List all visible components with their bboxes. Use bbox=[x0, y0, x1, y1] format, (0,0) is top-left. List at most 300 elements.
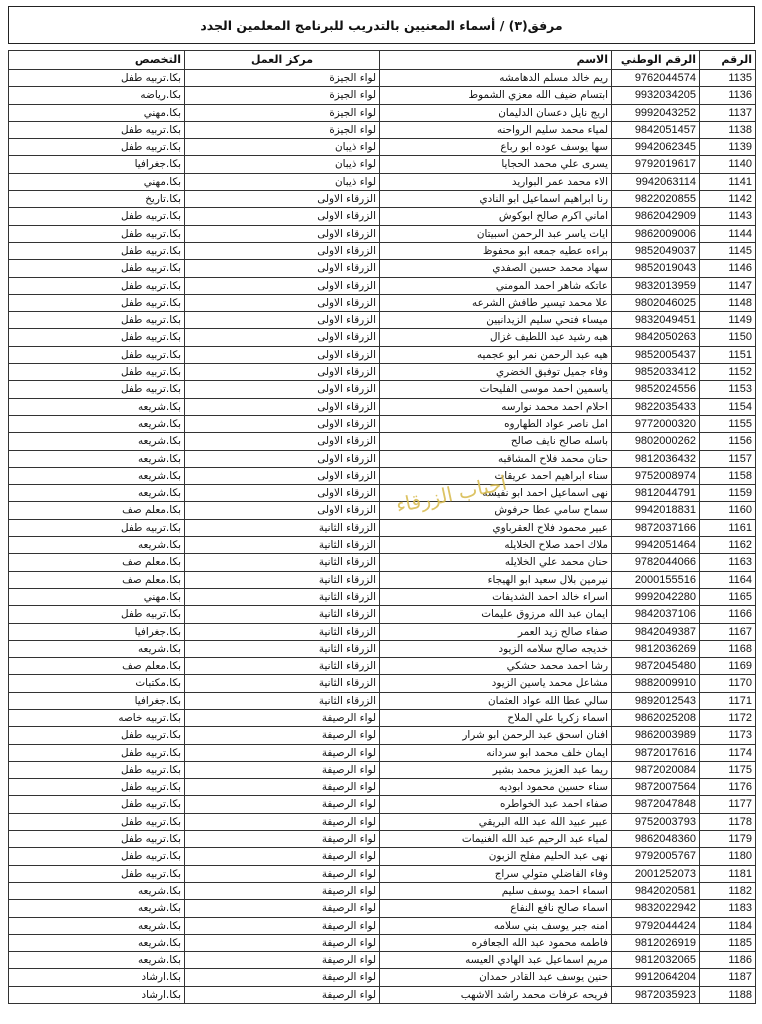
cell-name: احلام احمد محمد نوارسه bbox=[380, 398, 612, 415]
cell-name: عبير محمود فلاح العقرباوي bbox=[380, 519, 612, 536]
cell-work-center: الزرقاء الثانية bbox=[185, 537, 380, 554]
cell-national-id: 9892012543 bbox=[612, 692, 700, 709]
document-sheet bbox=[8, 6, 755, 1004]
cell-name: سالي عطا الله عواد العثمان bbox=[380, 692, 612, 709]
cell-work-center: لواء الرصيفة bbox=[185, 761, 380, 778]
cell-seq: 1175 bbox=[700, 761, 756, 778]
cell-seq: 1159 bbox=[700, 485, 756, 502]
table-row bbox=[9, 796, 756, 813]
cell-national-id: 9862048360 bbox=[612, 831, 700, 848]
cell-seq: 1165 bbox=[700, 588, 756, 605]
cell-seq: 1147 bbox=[700, 277, 756, 294]
cell-specialty: بكا.تربيه طفل bbox=[9, 329, 185, 346]
cell-work-center: الزرقاء الاولى bbox=[185, 433, 380, 450]
cell-name: سها يوسف عوده ابو رباع bbox=[380, 139, 612, 156]
cell-national-id: 9832049451 bbox=[612, 312, 700, 329]
cell-work-center: لواء ذيبان bbox=[185, 173, 380, 190]
cell-work-center: لواء الرصيفة bbox=[185, 848, 380, 865]
table-row bbox=[9, 173, 756, 190]
cell-seq: 1155 bbox=[700, 415, 756, 432]
table-row bbox=[9, 831, 756, 848]
cell-seq: 1153 bbox=[700, 381, 756, 398]
cell-name: اسماء احمد يوسف سليم bbox=[380, 882, 612, 899]
header-seq: الرقم bbox=[700, 51, 756, 70]
cell-name: نيرمين بلال سعيد ابو الهيجاء bbox=[380, 571, 612, 588]
cell-specialty: بكا.تربيه طفل bbox=[9, 364, 185, 381]
cell-work-center: لواء الرصيفة bbox=[185, 744, 380, 761]
cell-name: اريج نايل دعسان الدليمان bbox=[380, 104, 612, 121]
cell-name: عبير عبيد الله عبد الله البريقي bbox=[380, 813, 612, 830]
table-row bbox=[9, 415, 756, 432]
cell-work-center: الزرقاء الثانية bbox=[185, 606, 380, 623]
cell-specialty: بكا.معلم صف bbox=[9, 502, 185, 519]
cell-seq: 1181 bbox=[700, 865, 756, 882]
cell-work-center: الزرقاء الثانية bbox=[185, 554, 380, 571]
cell-seq: 1164 bbox=[700, 571, 756, 588]
table-row bbox=[9, 312, 756, 329]
cell-name: براءه عطيه جمعه ابو محفوظ bbox=[380, 242, 612, 259]
cell-name: هيه عبد الرحمن نمر ابو عجميه bbox=[380, 346, 612, 363]
cell-specialty: بكا.جغرافيا bbox=[9, 156, 185, 173]
cell-work-center: لواء الرصيفة bbox=[185, 727, 380, 744]
table-row bbox=[9, 467, 756, 484]
cell-seq: 1140 bbox=[700, 156, 756, 173]
cell-seq: 1146 bbox=[700, 260, 756, 277]
cell-national-id: 9812032065 bbox=[612, 952, 700, 969]
table-row bbox=[9, 277, 756, 294]
table-row bbox=[9, 191, 756, 208]
table-row bbox=[9, 606, 756, 623]
cell-national-id: 2001252073 bbox=[612, 865, 700, 882]
cell-seq: 1188 bbox=[700, 986, 756, 1003]
cell-seq: 1185 bbox=[700, 934, 756, 951]
cell-name: باسله صالح نايف صالح bbox=[380, 433, 612, 450]
cell-name: ايات ياسر عبد الرحمن اسبيتان bbox=[380, 225, 612, 242]
cell-name: نهى عبد الحليم مفلح الزبون bbox=[380, 848, 612, 865]
document-title: مرفق(٣) / أسماء المعنيين بالتدريب للبرنامج المعلمين الجدد bbox=[200, 17, 563, 33]
cell-specialty: بكا.تربيه طفل bbox=[9, 744, 185, 761]
cell-specialty: بكا.شريعه bbox=[9, 952, 185, 969]
cell-national-id: 9942063114 bbox=[612, 173, 700, 190]
cell-national-id: 9832022942 bbox=[612, 900, 700, 917]
cell-name: ايمان خلف محمد ابو سردانه bbox=[380, 744, 612, 761]
cell-national-id: 9872020084 bbox=[612, 761, 700, 778]
cell-name: لمياء عبد الرحيم عبد الله الغنيمات bbox=[380, 831, 612, 848]
cell-name: عاتكه شاهر احمد المومني bbox=[380, 277, 612, 294]
cell-name: سماح سامي عطا حرفوش bbox=[380, 502, 612, 519]
cell-work-center: الزرقاء الاولى bbox=[185, 312, 380, 329]
cell-specialty: بكا.تربيه طفل bbox=[9, 606, 185, 623]
table-row bbox=[9, 87, 756, 104]
cell-national-id: 9862003989 bbox=[612, 727, 700, 744]
cell-work-center: لواء الجيزة bbox=[185, 70, 380, 87]
cell-work-center: لواء الرصيفة bbox=[185, 796, 380, 813]
cell-specialty: بكا.شريعه bbox=[9, 415, 185, 432]
cell-seq: 1183 bbox=[700, 900, 756, 917]
cell-name: فريحه عرفات محمد راشد الاشهب bbox=[380, 986, 612, 1003]
cell-seq: 1177 bbox=[700, 796, 756, 813]
cell-national-id: 9822020855 bbox=[612, 191, 700, 208]
cell-national-id: 9822035433 bbox=[612, 398, 700, 415]
cell-specialty: بكا.شريعه bbox=[9, 485, 185, 502]
header-national-id: الرقم الوطني bbox=[612, 51, 700, 70]
cell-work-center: لواء الجيزة bbox=[185, 87, 380, 104]
cell-specialty: بكا.شريعه bbox=[9, 537, 185, 554]
cell-specialty: بكا.تربيه خاصه bbox=[9, 709, 185, 726]
cell-name: سهاد محمد حسين الصفدي bbox=[380, 260, 612, 277]
cell-work-center: لواء الرصيفة bbox=[185, 709, 380, 726]
cell-work-center: الزرقاء الثانية bbox=[185, 658, 380, 675]
table-row bbox=[9, 813, 756, 830]
cell-specialty: بكا.شريعه bbox=[9, 467, 185, 484]
cell-national-id: 9862042909 bbox=[612, 208, 700, 225]
cell-work-center: الزرقاء الاولى bbox=[185, 502, 380, 519]
cell-specialty: بكا.تربيه طفل bbox=[9, 260, 185, 277]
cell-work-center: الزرقاء الثانية bbox=[185, 571, 380, 588]
table-row bbox=[9, 485, 756, 502]
table-row bbox=[9, 242, 756, 259]
cell-national-id: 9872045480 bbox=[612, 658, 700, 675]
table-row bbox=[9, 294, 756, 311]
cell-national-id: 9872037166 bbox=[612, 519, 700, 536]
cell-specialty: بكا.مهني bbox=[9, 588, 185, 605]
table-row bbox=[9, 398, 756, 415]
cell-work-center: الزرقاء الثانية bbox=[185, 640, 380, 657]
cell-seq: 1137 bbox=[700, 104, 756, 121]
cell-seq: 1162 bbox=[700, 537, 756, 554]
cell-specialty: بكا.تربيه طفل bbox=[9, 796, 185, 813]
cell-name: صفاء صالح زيد العمر bbox=[380, 623, 612, 640]
cell-specialty: بكا.مهني bbox=[9, 104, 185, 121]
table-row bbox=[9, 640, 756, 657]
cell-seq: 1180 bbox=[700, 848, 756, 865]
cell-specialty: بكا.شريعه bbox=[9, 900, 185, 917]
cell-work-center: لواء الرصيفة bbox=[185, 900, 380, 917]
cell-seq: 1182 bbox=[700, 882, 756, 899]
cell-national-id: 9872047848 bbox=[612, 796, 700, 813]
table-row bbox=[9, 986, 756, 1003]
cell-specialty: بكا.شريعه bbox=[9, 640, 185, 657]
cell-name: يسرى علي محمد الحجايا bbox=[380, 156, 612, 173]
cell-national-id: 9842049387 bbox=[612, 623, 700, 640]
cell-name: نهى اسماعيل احمد ابو نفيسه bbox=[380, 485, 612, 502]
cell-name: الاء محمد عمر البواريد bbox=[380, 173, 612, 190]
cell-work-center: لواء ذيبان bbox=[185, 139, 380, 156]
cell-name: امنه جبر يوسف بني سلامه bbox=[380, 917, 612, 934]
cell-seq: 1160 bbox=[700, 502, 756, 519]
cell-seq: 1154 bbox=[700, 398, 756, 415]
cell-national-id: 9792019617 bbox=[612, 156, 700, 173]
cell-national-id: 9942062345 bbox=[612, 139, 700, 156]
cell-work-center: الزرقاء الاولى bbox=[185, 208, 380, 225]
table-row bbox=[9, 139, 756, 156]
cell-work-center: لواء الرصيفة bbox=[185, 934, 380, 951]
cell-specialty: بكا.شريعه bbox=[9, 450, 185, 467]
cell-specialty: بكا.رياضه bbox=[9, 87, 185, 104]
cell-specialty: بكا.شريعه bbox=[9, 882, 185, 899]
cell-specialty: بكا.معلم صف bbox=[9, 571, 185, 588]
cell-national-id: 9932034205 bbox=[612, 87, 700, 104]
cell-name: ميساء فتحي سليم الزيدانيين bbox=[380, 312, 612, 329]
cell-national-id: 9852024556 bbox=[612, 381, 700, 398]
table-row bbox=[9, 571, 756, 588]
cell-specialty: بكا.ارشاد bbox=[9, 969, 185, 986]
header-name: الاسم bbox=[380, 51, 612, 70]
cell-work-center: الزرقاء الاولى bbox=[185, 277, 380, 294]
cell-specialty: بكا.تربيه طفل bbox=[9, 139, 185, 156]
table-row bbox=[9, 156, 756, 173]
table-row bbox=[9, 433, 756, 450]
table-row bbox=[9, 969, 756, 986]
cell-national-id: 9842050263 bbox=[612, 329, 700, 346]
table-row bbox=[9, 329, 756, 346]
cell-name: حنين يوسف عبد القادر حمدان bbox=[380, 969, 612, 986]
cell-seq: 1178 bbox=[700, 813, 756, 830]
cell-specialty: بكا.تربيه طفل bbox=[9, 70, 185, 87]
cell-national-id: 9852019043 bbox=[612, 260, 700, 277]
cell-name: مشاعل محمد ياسين الزيود bbox=[380, 675, 612, 692]
cell-seq: 1167 bbox=[700, 623, 756, 640]
cell-work-center: الزرقاء الاولى bbox=[185, 450, 380, 467]
cell-national-id: 9992042280 bbox=[612, 588, 700, 605]
cell-work-center: الزرقاء الثانية bbox=[185, 588, 380, 605]
table-row bbox=[9, 225, 756, 242]
cell-work-center: الزرقاء الثانية bbox=[185, 519, 380, 536]
table-row bbox=[9, 727, 756, 744]
cell-work-center: الزرقاء الثانية bbox=[185, 692, 380, 709]
cell-specialty: بكا.ارشاد bbox=[9, 986, 185, 1003]
cell-seq: 1145 bbox=[700, 242, 756, 259]
cell-seq: 1139 bbox=[700, 139, 756, 156]
header-specialty: التخصص bbox=[9, 51, 185, 70]
cell-name: وفاء الفاضلي متولي سراج bbox=[380, 865, 612, 882]
cell-seq: 1136 bbox=[700, 87, 756, 104]
cell-name: ابتسام ضيف الله معزي الشموط bbox=[380, 87, 612, 104]
cell-name: افنان اسحق عبد الرحمن ابو شرار bbox=[380, 727, 612, 744]
cell-work-center: الزرقاء الاولى bbox=[185, 191, 380, 208]
cell-specialty: بكا.مكتبات bbox=[9, 675, 185, 692]
cell-seq: 1158 bbox=[700, 467, 756, 484]
cell-name: اسراء خالد احمد الشديفات bbox=[380, 588, 612, 605]
cell-work-center: الزرقاء الاولى bbox=[185, 329, 380, 346]
table-row bbox=[9, 364, 756, 381]
cell-work-center: لواء الرصيفة bbox=[185, 917, 380, 934]
cell-name: وفاء جميل توفيق الخضري bbox=[380, 364, 612, 381]
table-row bbox=[9, 934, 756, 951]
trainees-table bbox=[8, 50, 756, 1004]
cell-seq: 1173 bbox=[700, 727, 756, 744]
table-row bbox=[9, 623, 756, 640]
cell-specialty: بكا.جغرافيا bbox=[9, 692, 185, 709]
header-work-center: مركز العمل bbox=[185, 51, 380, 70]
table-row bbox=[9, 779, 756, 796]
cell-national-id: 9872035923 bbox=[612, 986, 700, 1003]
table-row bbox=[9, 658, 756, 675]
table-row bbox=[9, 848, 756, 865]
cell-specialty: بكا.معلم صف bbox=[9, 554, 185, 571]
cell-national-id: 9832013959 bbox=[612, 277, 700, 294]
cell-seq: 1171 bbox=[700, 692, 756, 709]
cell-national-id: 9942051464 bbox=[612, 537, 700, 554]
cell-work-center: لواء الرصيفة bbox=[185, 779, 380, 796]
table-row bbox=[9, 121, 756, 138]
cell-specialty: بكا.تربيه طفل bbox=[9, 294, 185, 311]
cell-specialty: بكا.شريعه bbox=[9, 433, 185, 450]
table-row bbox=[9, 675, 756, 692]
cell-national-id: 9992043252 bbox=[612, 104, 700, 121]
cell-seq: 1187 bbox=[700, 969, 756, 986]
cell-seq: 1149 bbox=[700, 312, 756, 329]
cell-national-id: 9852005437 bbox=[612, 346, 700, 363]
cell-specialty: بكا.جغرافيا bbox=[9, 623, 185, 640]
cell-work-center: لواء الرصيفة bbox=[185, 813, 380, 830]
cell-seq: 1186 bbox=[700, 952, 756, 969]
cell-specialty: بكا.شريعه bbox=[9, 917, 185, 934]
cell-specialty: بكا.تربيه طفل bbox=[9, 346, 185, 363]
cell-specialty: بكا.تربيه طفل bbox=[9, 242, 185, 259]
table-row bbox=[9, 502, 756, 519]
cell-national-id: 9752008974 bbox=[612, 467, 700, 484]
cell-name: رنا ابراهيم اسماعيل ابو النادي bbox=[380, 191, 612, 208]
cell-seq: 1156 bbox=[700, 433, 756, 450]
cell-name: ياسمين احمد موسى الفليحات bbox=[380, 381, 612, 398]
cell-work-center: لواء الجيزة bbox=[185, 104, 380, 121]
table-row bbox=[9, 70, 756, 87]
cell-specialty: بكا.تربيه طفل bbox=[9, 727, 185, 744]
cell-specialty: بكا.تربيه طفل bbox=[9, 381, 185, 398]
cell-name: ملاك احمد صلاح الخلايله bbox=[380, 537, 612, 554]
cell-name: ايمان عبد الله مرزوق عليمات bbox=[380, 606, 612, 623]
watermark-text: احباب الزرقاء bbox=[393, 470, 509, 518]
cell-national-id: 9882009910 bbox=[612, 675, 700, 692]
cell-national-id: 9762044574 bbox=[612, 70, 700, 87]
cell-specialty: بكا.تاريخ bbox=[9, 191, 185, 208]
cell-seq: 1174 bbox=[700, 744, 756, 761]
cell-national-id: 9802046025 bbox=[612, 294, 700, 311]
cell-national-id: 9782044066 bbox=[612, 554, 700, 571]
cell-national-id: 9792005767 bbox=[612, 848, 700, 865]
cell-seq: 1141 bbox=[700, 173, 756, 190]
cell-name: علا محمد تيسير طافش الشرعه bbox=[380, 294, 612, 311]
cell-seq: 1138 bbox=[700, 121, 756, 138]
cell-specialty: بكا.تربيه طفل bbox=[9, 519, 185, 536]
cell-name: اماني اكرم صالح ابوكوش bbox=[380, 208, 612, 225]
cell-specialty: بكا.تربيه طفل bbox=[9, 312, 185, 329]
cell-name: لمياء محمد سليم الرواحنه bbox=[380, 121, 612, 138]
table-body bbox=[9, 70, 756, 1004]
table-row bbox=[9, 346, 756, 363]
cell-seq: 1168 bbox=[700, 640, 756, 657]
cell-seq: 1148 bbox=[700, 294, 756, 311]
cell-specialty: بكا.تربيه طفل bbox=[9, 848, 185, 865]
cell-specialty: بكا.تربيه طفل bbox=[9, 831, 185, 848]
table-row bbox=[9, 761, 756, 778]
cell-seq: 1135 bbox=[700, 70, 756, 87]
cell-national-id: 9872017616 bbox=[612, 744, 700, 761]
cell-specialty: بكا.تربيه طفل bbox=[9, 779, 185, 796]
cell-seq: 1169 bbox=[700, 658, 756, 675]
cell-seq: 1170 bbox=[700, 675, 756, 692]
table-row bbox=[9, 104, 756, 121]
cell-name: اسماء صالح نافع النفاع bbox=[380, 900, 612, 917]
table-row bbox=[9, 865, 756, 882]
cell-work-center: الزرقاء الثانية bbox=[185, 623, 380, 640]
cell-work-center: لواء الرصيفة bbox=[185, 986, 380, 1003]
cell-name: حنان محمد علي الخلايله bbox=[380, 554, 612, 571]
cell-specialty: بكا.شريعه bbox=[9, 398, 185, 415]
cell-work-center: لواء الرصيفة bbox=[185, 865, 380, 882]
cell-work-center: لواء الرصيفة bbox=[185, 969, 380, 986]
cell-work-center: لواء الرصيفة bbox=[185, 831, 380, 848]
cell-name: حنان محمد فلاح المشاقبه bbox=[380, 450, 612, 467]
cell-name: صفاء احمد عبد الخواطره bbox=[380, 796, 612, 813]
cell-seq: 1172 bbox=[700, 709, 756, 726]
cell-work-center: الزرقاء الاولى bbox=[185, 485, 380, 502]
table-row bbox=[9, 900, 756, 917]
cell-work-center: الزرقاء الثانية bbox=[185, 675, 380, 692]
cell-name: هبه رشيد عبد اللطيف غزال bbox=[380, 329, 612, 346]
cell-specialty: بكا.شريعه bbox=[9, 934, 185, 951]
cell-name: خديجه صالح سلامه الزيود bbox=[380, 640, 612, 657]
cell-work-center: الزرقاء الاولى bbox=[185, 346, 380, 363]
cell-name: رشا احمد محمد حشكي bbox=[380, 658, 612, 675]
cell-seq: 1150 bbox=[700, 329, 756, 346]
cell-national-id: 9912064204 bbox=[612, 969, 700, 986]
cell-specialty: بكا.تربيه طفل bbox=[9, 865, 185, 882]
cell-work-center: الزرقاء الاولى bbox=[185, 364, 380, 381]
cell-name: امل ناصر عواد الطهاروه bbox=[380, 415, 612, 432]
cell-specialty: بكا.تربيه طفل bbox=[9, 761, 185, 778]
cell-seq: 1144 bbox=[700, 225, 756, 242]
cell-national-id: 9792044424 bbox=[612, 917, 700, 934]
cell-work-center: الزرقاء الاولى bbox=[185, 294, 380, 311]
table-row bbox=[9, 260, 756, 277]
cell-specialty: بكا.تربيه طفل bbox=[9, 813, 185, 830]
cell-national-id: 9812026919 bbox=[612, 934, 700, 951]
cell-name: ريم خالد مسلم الدهامشه bbox=[380, 70, 612, 87]
table-row bbox=[9, 450, 756, 467]
cell-work-center: الزرقاء الاولى bbox=[185, 381, 380, 398]
cell-national-id: 9842051457 bbox=[612, 121, 700, 138]
cell-work-center: الزرقاء الاولى bbox=[185, 260, 380, 277]
cell-specialty: بكا.تربيه طفل bbox=[9, 121, 185, 138]
table-row bbox=[9, 519, 756, 536]
cell-seq: 1166 bbox=[700, 606, 756, 623]
cell-work-center: لواء الرصيفة bbox=[185, 882, 380, 899]
table-row bbox=[9, 744, 756, 761]
cell-name: سناء حسين محمود ابوديه bbox=[380, 779, 612, 796]
cell-national-id: 9812036269 bbox=[612, 640, 700, 657]
cell-work-center: الزرقاء الاولى bbox=[185, 467, 380, 484]
cell-seq: 1176 bbox=[700, 779, 756, 796]
cell-name: ريما عبد العزيز محمد بشير bbox=[380, 761, 612, 778]
cell-seq: 1157 bbox=[700, 450, 756, 467]
cell-work-center: الزرقاء الاولى bbox=[185, 242, 380, 259]
cell-specialty: بكا.تربيه طفل bbox=[9, 208, 185, 225]
cell-name: مريم اسماعيل عبد الهادي العيسه bbox=[380, 952, 612, 969]
cell-work-center: لواء الرصيفة bbox=[185, 952, 380, 969]
cell-specialty: بكا.مهني bbox=[9, 173, 185, 190]
cell-national-id: 2000155516 bbox=[612, 571, 700, 588]
cell-national-id: 9842037106 bbox=[612, 606, 700, 623]
cell-specialty: بكا.معلم صف bbox=[9, 658, 185, 675]
cell-name: سناء ابراهيم احمد عريقات bbox=[380, 467, 612, 484]
cell-national-id: 9862025208 bbox=[612, 709, 700, 726]
table-row bbox=[9, 952, 756, 969]
cell-name: اسماء زكريا علي الملاح bbox=[380, 709, 612, 726]
table-row bbox=[9, 917, 756, 934]
cell-national-id: 9842020581 bbox=[612, 882, 700, 899]
